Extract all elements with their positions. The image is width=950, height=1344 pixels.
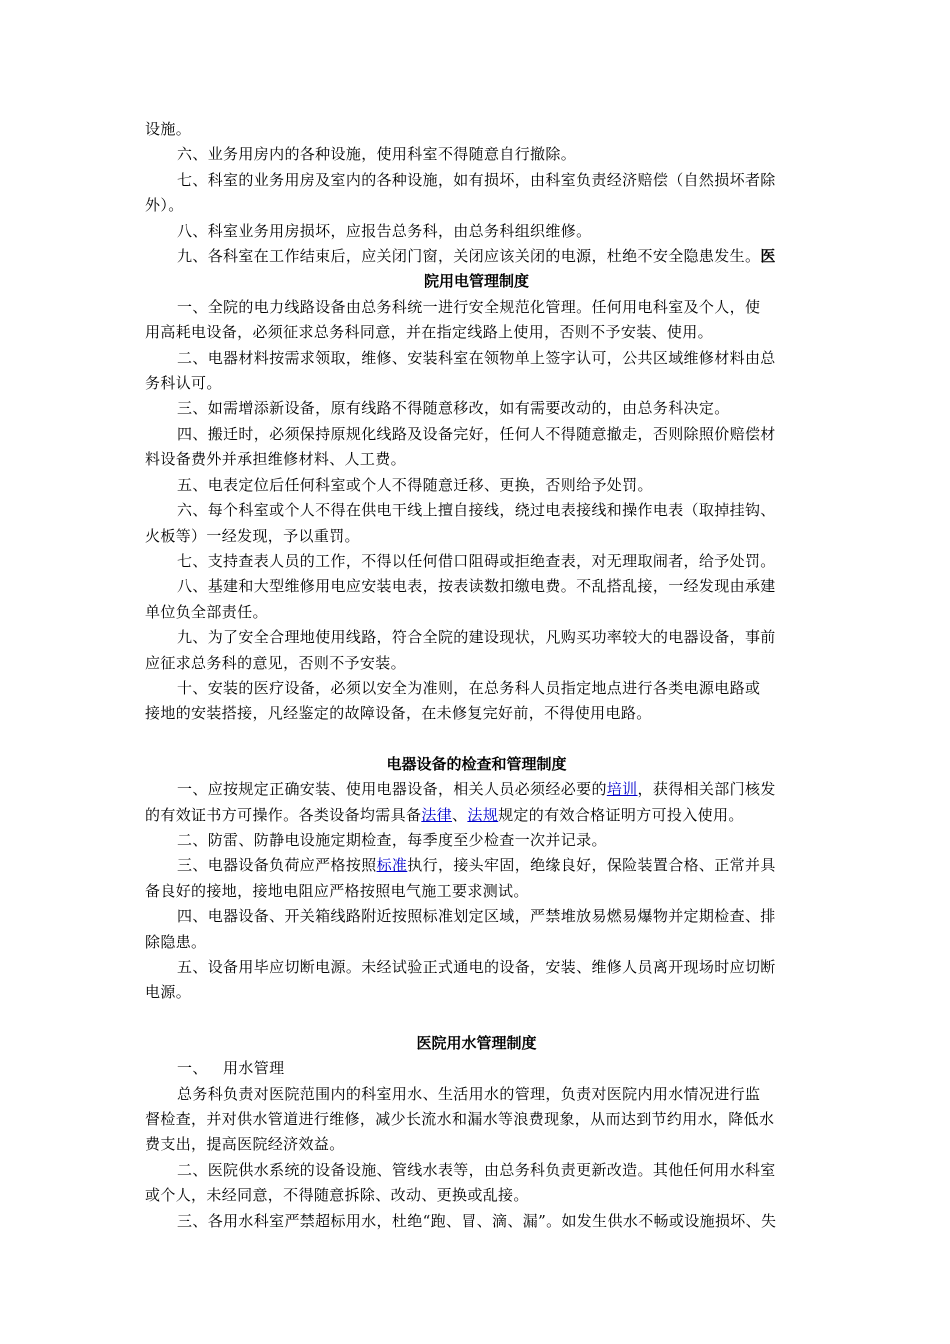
paragraph-text: 规定的有效合格证明方可投入使用。 (498, 805, 744, 824)
paragraph-line: 四、电器设备、开关箱线路附近按照标准划定区域，严禁堆放易燃易爆物并定期检查、排 (177, 907, 776, 926)
paragraph-text: 的有效证书方可操作。各类设备均需具备 (145, 805, 422, 824)
paragraph-line: 务科认可。 (145, 374, 222, 393)
section-heading-water: 医院用水管理制度 (416, 1033, 537, 1052)
link-regulation[interactable]: 法规 (467, 805, 499, 824)
paragraph-line: 外）。 (145, 196, 184, 215)
paragraph-line: 用高耗电设备，必须征求总务科同意，并在指定线路上使用，否则不予安装、使用。 (145, 323, 713, 342)
paragraph-line: 应征求总务科的意见，否则不予安装。 (145, 653, 406, 672)
paragraph-line: 火板等）一经发现，予以重罚。 (145, 526, 360, 545)
paragraph-line: 总务科负责对医院范围内的科室用水、生活用水的管理，负责对医院内用水情况进行监 (177, 1084, 761, 1103)
paragraph-line: 二、防雷、防静电设施定期检查，每季度至少检查一次并记录。 (177, 830, 607, 849)
paragraph-line: 督检查，并对供水管道进行维修，减少长流水和漏水等浪费现象，从而达到节约用水，降低水 (145, 1110, 775, 1129)
paragraph-line: 一、全院的电力线路设备由总务科统一进行安全规范化管理。任何用电科室及个人，使 (177, 297, 761, 316)
subheading: 一、 用水管理 (177, 1059, 285, 1078)
paragraph-line: 九、为了安全合理地使用线路，符合全院的建设现状，凡购买功率较大的电器设备，事前 (177, 628, 776, 647)
paragraph-text: 、 (452, 805, 468, 824)
paragraph-line: 六、业务用房内的各种设施，使用科室不得随意自行撤除。 (177, 145, 577, 164)
paragraph-line (145, 777, 808, 802)
paragraph-text: 三、电器设备负荷应严格按照 (177, 856, 377, 875)
link-standard[interactable]: 标准 (376, 856, 408, 875)
paragraph-line: 五、电表定位后任何科室或个人不得随意迁移、更换，否则给予处罚。 (177, 475, 653, 494)
section-spacer (145, 1006, 808, 1031)
paragraph-line: 七、科室的业务用房及室内的各种设施，如有损坏，由科室负责经济赔偿（自然损坏者除 (177, 170, 776, 189)
paragraph-line (145, 244, 808, 269)
paragraph-line: 八、基建和大型维修用电应安装电表，按表读数扣缴电费。不乱搭乱接，一经发现由承建 (177, 577, 776, 596)
paragraph-line: 六、每个科室或个人不得在供电干线上擅自接线，绕过电表接线和操作电表（取掉挂钩、 (177, 501, 776, 520)
paragraph-line: 或个人，未经同意，不得随意拆除、改动、更换或乱接。 (145, 1186, 529, 1205)
paragraph-line: 设施。 (145, 120, 192, 138)
paragraph-line: 除隐患。 (145, 932, 207, 951)
paragraph-line: 备良好的接地，接地电阻应严格按照电气施工要求测试。 (145, 881, 529, 900)
paragraph-line: 三、如需增添新设备，原有线路不得随意移改，如有需要改动的，由总务科决定。 (177, 399, 730, 418)
heading-fragment: 医 (760, 247, 776, 266)
paragraph-line: 费支出，提高医院经济效益。 (145, 1135, 345, 1154)
paragraph-text: ，获得相关部门核发 (637, 780, 776, 799)
paragraph-line: 五、设备用毕应切断电源。未经试验正式通电的设备，安装、维修人员离开现场时应切断 (177, 958, 776, 976)
paragraph-line (145, 853, 808, 878)
paragraph-line: 十、安装的医疗设备，必须以安全为准则，在总务科人员指定地点进行各类电源电路或 (177, 678, 761, 697)
paragraph-line (145, 803, 808, 828)
paragraph-line: 二、电器材料按需求领取，维修、安装科室在领物单上签字认可，公共区域维修材料由总 (177, 348, 776, 367)
section-heading-electricity: 院用电管理制度 (423, 272, 529, 291)
paragraph-line: 四、搬迁时，必须保持原规化线路及设备完好，任何人不得随意撤走，否则除照价赔偿材 (177, 424, 776, 443)
paragraph-text: 九、各科室在工作结束后，应关闭门窗，关闭应该关闭的电源，杜绝不安全隐患发生。 (177, 247, 761, 266)
paragraph-line: 二、医院供水系统的设备设施、管线水表等，由总务科负责更新改造。其他任何用水科室 (177, 1160, 776, 1179)
section-spacer (145, 727, 808, 752)
paragraph-text: 执行，接头牢固，绝缘良好，保险装置合格、正常并具 (407, 856, 776, 875)
paragraph-line: 单位负全部责任。 (145, 602, 268, 621)
paragraph-line: 八、科室业务用房损坏，应报告总务科，由总务科组织维修。 (177, 221, 592, 240)
paragraph-line: 三、各用水科室严禁超标用水，杜绝“跑、冒、滴、漏”。如发生供水不畅或设施损坏、失 (177, 1211, 777, 1230)
paragraph-text: 一、应按规定正确安装、使用电器设备，相关人员必须经必要的 (177, 780, 607, 799)
link-law[interactable]: 法律 (421, 805, 453, 824)
paragraph-line: 料设备费外并承担维修材料、人工费。 (145, 450, 406, 469)
document-page (145, 117, 808, 1234)
link-training[interactable]: 培训 (606, 780, 638, 799)
paragraph-line: 接地的安装搭接，凡经鉴定的故障设备，在未修复完好前，不得使用电路。 (145, 704, 652, 723)
paragraph-line: 七、支持查表人员的工作，不得以任何借口阻碍或拒绝查表，对无理取闹者，给予处罚。 (177, 551, 776, 570)
paragraph-line: 电源。 (145, 983, 192, 1002)
section-heading-equipment: 电器设备的检查和管理制度 (386, 754, 567, 773)
